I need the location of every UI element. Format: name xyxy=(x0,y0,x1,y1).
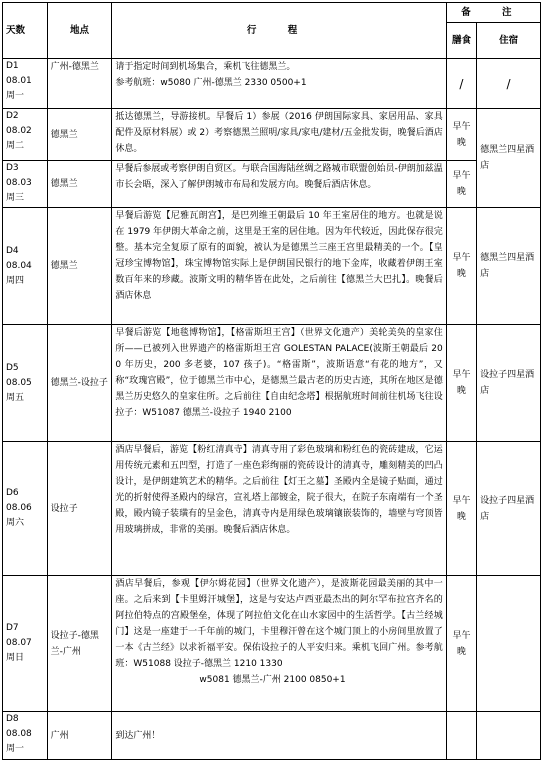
plan-flight: w5081 德黑兰-广州 2100 0850+1 xyxy=(199,675,346,685)
hotel-cell xyxy=(477,576,541,712)
day-number: D7 xyxy=(6,623,19,633)
meals-cell: 早午晚 xyxy=(446,325,476,442)
table-row xyxy=(3,576,541,712)
header-itinerary: 行 程 xyxy=(112,3,446,59)
day-date: 08.04 xyxy=(6,260,32,271)
day-weekday: 周五 xyxy=(6,392,25,403)
table-row xyxy=(3,109,541,161)
day-date: 08.07 xyxy=(6,638,32,648)
day-date: 08.02 xyxy=(6,126,32,136)
header-location: 地点 xyxy=(47,3,112,59)
location-cell: 设拉子-德黑兰-广州 xyxy=(47,576,112,712)
day-weekday: 周三 xyxy=(6,193,25,203)
meals-cell: 早午晚 xyxy=(446,442,476,576)
day-cell xyxy=(3,59,48,109)
day-weekday: 周一 xyxy=(6,744,25,754)
header-notes: 备 注 xyxy=(446,3,540,23)
day-cell xyxy=(3,442,48,576)
day-number: D8 xyxy=(6,714,19,724)
hotel-cell: 设拉子四星酒店 xyxy=(477,325,541,442)
day-weekday: 周一 xyxy=(6,91,25,101)
day-cell xyxy=(3,109,48,161)
day-cell xyxy=(3,712,48,760)
meals-cell: / xyxy=(446,59,476,109)
plan-text: 请于指定时间到机场集合，乘机飞往德黑兰。 xyxy=(115,62,296,72)
location-cell: 德黑兰-设拉子 xyxy=(47,325,112,442)
day-cell xyxy=(3,325,48,442)
table-row xyxy=(3,712,541,760)
meals-cell xyxy=(446,712,476,760)
meals-cell: 早午晚 xyxy=(446,576,476,712)
table-row xyxy=(3,59,541,109)
day-date: 08.08 xyxy=(6,729,32,739)
day-number: D6 xyxy=(6,488,19,498)
day-weekday: 周日 xyxy=(6,653,25,663)
itinerary-table xyxy=(2,2,541,760)
location-cell: 德黑兰 xyxy=(47,161,112,208)
plan-cell xyxy=(112,161,446,208)
location-cell: 德黑兰 xyxy=(47,208,112,325)
table-row xyxy=(3,442,541,576)
day-number: D2 xyxy=(6,111,19,121)
meals-cell: 早午晚 xyxy=(446,161,476,208)
plan-text: 抵达德黑兰，导游接机。早餐后 1）参展（2016 伊朗国际家具、家居用品、家具配件及原材料展）或 2）考察德黑兰照明/家具/家电/建材/五金批发街，晚餐后酒店休息。 xyxy=(115,112,443,154)
day-date: 08.05 xyxy=(6,377,32,388)
meals-cell: 早午晚 xyxy=(446,208,476,325)
day-weekday: 周六 xyxy=(6,518,25,528)
location-cell: 设拉子 xyxy=(47,442,112,576)
plan-cell xyxy=(112,109,446,161)
plan-text: 酒店早餐后，游览【粉红清真寺】清真寺用了彩色玻璃和粉红色的瓷砖建成，它运用传统元素和五凹型，打造了一座色彩绚丽的瓷砖设计的清真寺，雕刻精美的凹凸设计，是伊朗建筑艺术的精华。之后前往【灯王之墓】圣殿内全是镜子贴面，通过光的折射使得圣殿内的绿宫，宣礼塔上部镀金，院子很大，在院子东南端有一个圣殿，殿内镜子装璜有的呈金色，清真寺内是用绿色玻璃镶嵌装饰的，墙壁与穹顶皆用玻璃拼成，非常的美丽。晚餐后酒店休息。 xyxy=(115,445,443,535)
plan-cell xyxy=(112,712,446,760)
plan-flight: 参考航班：w5080 广州-德黑兰 2330 0500+1 xyxy=(115,78,307,88)
day-number: D4 xyxy=(6,245,19,256)
plan-text: 早餐后游览【地毯博物馆】，【格雷斯坦王宫】（世界文化遗产）美轮美奂的皇家住所——已被列入世界遗产的格雷斯坦王宫 GOLESTAN PALACE(波斯王朝最后 200 年历史，200 多老婆，107 孩子)。“格雷斯”，波斯语意“有花的地方”，又称“玫瑰宫殿”，位于德黑兰市中心，是德黑兰最古老的历史古迹，其所在地区是德黑兰历史悠久的皇家住所。之后前往【自由纪念塔】根据航班时间前往机场飞往设拉子：W51087 德黑兰-设拉子 1940 2100 xyxy=(115,328,443,418)
day-number: D1 xyxy=(6,61,19,71)
day-number: D3 xyxy=(6,163,19,173)
plan-cell xyxy=(112,208,446,325)
hotel-cell: 德黑兰四星酒店 xyxy=(477,109,541,208)
hotel-cell: 德黑兰四星酒店 xyxy=(477,208,541,325)
meals-cell: 早午晚 xyxy=(446,109,476,161)
day-cell xyxy=(3,161,48,208)
day-weekday: 周四 xyxy=(6,275,25,286)
header-meals: 膳食 xyxy=(446,23,476,59)
plan-text: 酒店早餐后，参观【伊尔姆花园】（世界文化遗产），是波斯花园最美丽的其中一座。之后来到【卡里姆汗城堡】，这是与安达卢西亚最杰出的阿尔罕布拉宫齐名的阿拉伯特点的宫殿堡垒，体现了阿拉伯文化在山水家园中的生活哲学。【古兰经城门】这是一座建于一千年前的城门，卡里穆汗曾在这个城门顶上的小房间里放置了一本《古兰经》以求祈福平安。保佑设拉子的人平安归来。乘机飞回广州。参考航班：W51088 设拉子-德黑兰 1210 1330 xyxy=(115,579,443,669)
table-row xyxy=(3,161,541,208)
header-hotel: 住宿 xyxy=(477,23,541,59)
plan-cell xyxy=(112,576,446,712)
plan-cell xyxy=(112,59,446,109)
plan-text: 早餐后参展或考察伊朗自贸区。与联合国海陆丝绸之路城市联盟创始员-伊朗加兹温市长会晤，深入了解伊朗城市布局和发展方向。晚餐后酒店休息。 xyxy=(115,164,443,190)
day-date: 08.01 xyxy=(6,76,32,86)
plan-text: 到达广州！ xyxy=(115,730,161,741)
day-cell xyxy=(3,576,48,712)
day-date: 08.03 xyxy=(6,178,32,188)
day-date: 08.06 xyxy=(6,503,32,513)
location-cell: 德黑兰 xyxy=(47,109,112,161)
day-cell xyxy=(3,208,48,325)
header-row-1 xyxy=(3,3,541,23)
hotel-cell xyxy=(477,712,541,760)
plan-cell xyxy=(112,442,446,576)
table-row xyxy=(3,325,541,442)
hotel-cell: 设拉子四星酒店 xyxy=(477,442,541,576)
day-number: D5 xyxy=(6,362,19,373)
plan-cell xyxy=(112,325,446,442)
day-weekday: 周二 xyxy=(6,141,25,151)
hotel-cell: / xyxy=(477,59,541,109)
table-row xyxy=(3,208,541,325)
plan-text: 早餐后游览【尼雅瓦朗宫】，是巴列维王朝最后 10 年王室居住的地方。也就是说在 1979 年伊朗大革命之前，这里是王室的居住地。因为年代较近，因此保存很完整。基本完全复原了原有的面貌，被认为是德黑兰三座王宫里最精美的一个。【皇冠珍宝博物馆】，珠宝博物馆实际上是伊朗国民银行的地下金库，收藏着伊朗王室数百年来的珍藏。波斯文明的精华皆在此处，之后前往【德黑兰大巴扎】。晚餐后酒店休息 xyxy=(115,211,443,301)
header-day: 天数 xyxy=(3,3,48,59)
location-cell: 广州 xyxy=(47,712,112,760)
location-cell: 广州-德黑兰 xyxy=(47,59,112,109)
